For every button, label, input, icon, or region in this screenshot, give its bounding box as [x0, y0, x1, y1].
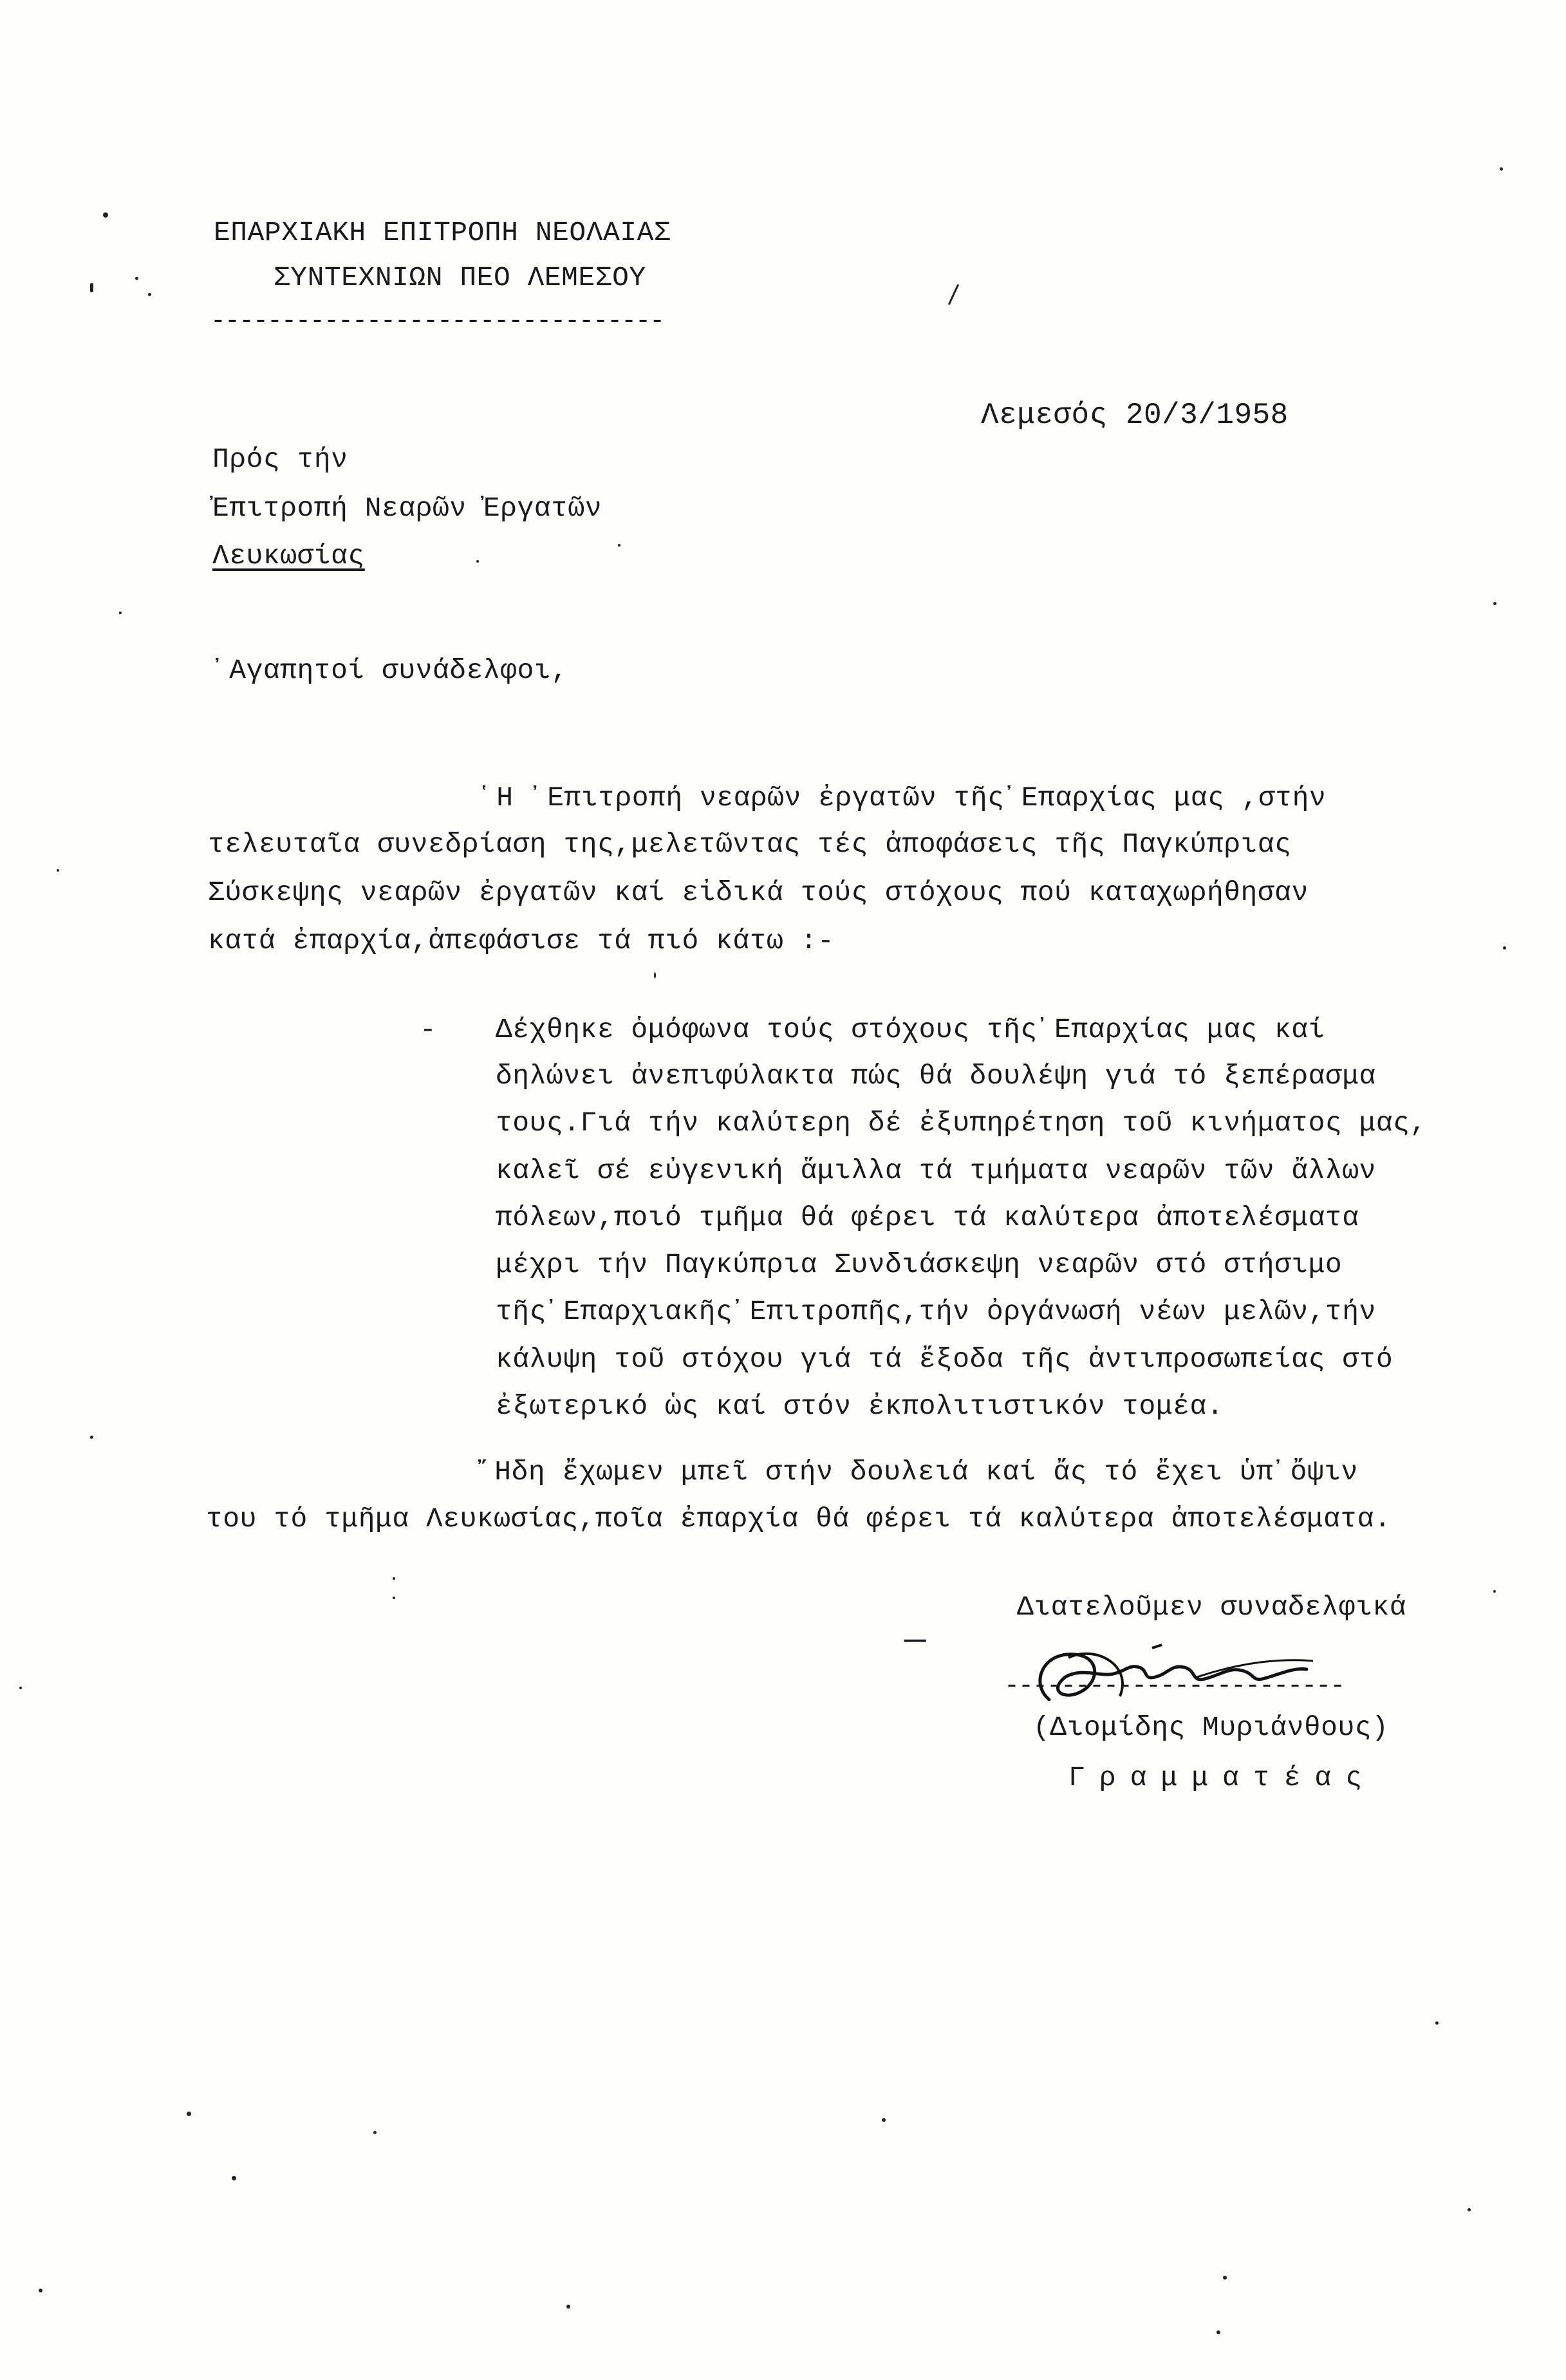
scan-speck — [393, 1577, 395, 1580]
scan-speck — [948, 284, 960, 305]
scan-speck — [1223, 2276, 1227, 2280]
scan-speck — [90, 1436, 93, 1439]
scan-speck — [476, 560, 479, 563]
scan-speck — [882, 2118, 886, 2122]
scan-speck — [57, 869, 59, 872]
scan-speck — [393, 1597, 395, 1599]
bullet-line: Δέχθηκε ὁμόφωνα τούς στόχους τῆς᾿Επαρχίας μας καί — [496, 1014, 1325, 1045]
date-line: Λεμεσός 20/3/1958 — [981, 398, 1289, 432]
org-name-line1: ΕΠΑΡΧΙΑΚΗ ΕΠΙΤΡΟΠΗ ΝΕΟΛΑΙΑΣ — [214, 217, 671, 248]
scan-speck — [373, 2131, 377, 2134]
scan-speck — [654, 972, 656, 979]
recipient-line2: Ἐπιτροπή Νεαρῶν Ἐργατῶν — [212, 492, 602, 524]
paragraph-1-line: ῾Η ᾿Επιτροπή νεαρῶν ἐργατῶν τῆς᾿Επαρχίας μας ,στήν — [480, 782, 1327, 814]
scan-speck — [1503, 946, 1506, 950]
bullet-line: δηλώνει ἀνεπιφύλακτα πώς θά δουλέψη γιά τό ξεπέρασμα — [496, 1060, 1376, 1092]
header-rule: -------------------------------- — [210, 307, 664, 336]
scan-speck — [1500, 167, 1503, 171]
scan-speck — [148, 293, 151, 296]
scan-speck — [1435, 2021, 1439, 2025]
bullet-line: καλεῖ σέ εὐγενική ἅμιλλα τά τμήματα νεαρῶν τῶν ἄλλων — [496, 1155, 1376, 1186]
scan-speck — [1216, 2330, 1220, 2334]
bullet-mark: - — [420, 1014, 437, 1045]
scan-speck — [135, 277, 138, 280]
paragraph-1-line: κατά ἐπαρχία,ἀπεφάσισε τά πιό κάτω :- — [208, 925, 835, 957]
signatory-title: Γραμματέας — [1068, 1762, 1377, 1794]
signatory-name: (Διομίδης Μυριάνθους) — [1033, 1712, 1389, 1743]
scan-speck — [90, 283, 93, 292]
scan-speck — [1493, 1590, 1496, 1593]
bullet-line: μέχρι τήν Παγκύπρια Συνδιάσκεψη νεαρῶν στό στήσιμο — [496, 1249, 1343, 1280]
scan-speck — [1493, 602, 1496, 605]
bullet-line: τους.Γιά τήν καλύτερη δέ ἐξυπηρέτηση τοῦ κινήματος μας, — [496, 1107, 1427, 1139]
scan-speck — [232, 2176, 236, 2180]
scan-speck — [19, 1687, 22, 1689]
paragraph-1-line: Σύσκεψης νεαρῶν ἐργατῶν καί εἰδικά τούς στόχους πού καταχωρήθησαν — [208, 877, 1309, 908]
paragraph-1-line: τελευταῖα συνεδρίαση της,μελετῶντας τές ἀποφάσεις τῆς Παγκύπριας — [208, 829, 1292, 860]
signature-rule: ------------------------ — [1004, 1672, 1345, 1701]
scan-speck — [39, 2289, 42, 2292]
bullet-line: ἐξωτερικό ὡς καί στόν ἐκπολιτιστικόν τομέα. — [496, 1391, 1224, 1422]
org-name-line2: ΣΥΝΤΕΧΝΙΩΝ ΠΕΟ ΛΕΜΕΣΟΥ — [274, 262, 646, 294]
left-dash: — — [904, 1620, 927, 1661]
scan-speck — [1468, 2208, 1471, 2211]
bullet-line: πόλεων,ποιό τμῆμα θά φέρει τά καλύτερα ἀποτελέσματα — [496, 1202, 1359, 1233]
paragraph-2-line: του τό τμῆμα Λευκωσίας,ποῖα ἐπαρχία θά φέρει τά καλύτερα ἀποτελέσματα. — [206, 1503, 1392, 1535]
paragraph-2-line: ῎Ηδη ἔχωμεν μπεῖ στήν δουλειά καί ἄς τό ἔχει ὑπ᾿ὄψιν — [478, 1456, 1358, 1488]
scan-speck — [618, 544, 620, 547]
bullet-line: τῆς᾿Επαρχιακῆς᾿Επιτροπῆς,τήν ὀργάνωσή νέων μελῶν,τήν — [496, 1296, 1376, 1327]
scan-speck — [103, 212, 108, 218]
scan-speck — [119, 612, 122, 614]
salutation: ᾿Αγαπητοί συνάδελφοι, — [212, 655, 568, 686]
valediction: Διατελοῦμεν συναδελφικά — [1017, 1591, 1406, 1623]
scan-speck — [566, 2305, 570, 2309]
bullet-line: κάλυψη τοῦ στόχου γιά τά ἔξοδα τῆς ἀντιπροσωπείας στό — [496, 1344, 1394, 1375]
scan-speck — [187, 2112, 191, 2116]
recipient-line1: Πρός τήν — [212, 444, 348, 475]
recipient-city: Λευκωσίας — [212, 540, 365, 572]
